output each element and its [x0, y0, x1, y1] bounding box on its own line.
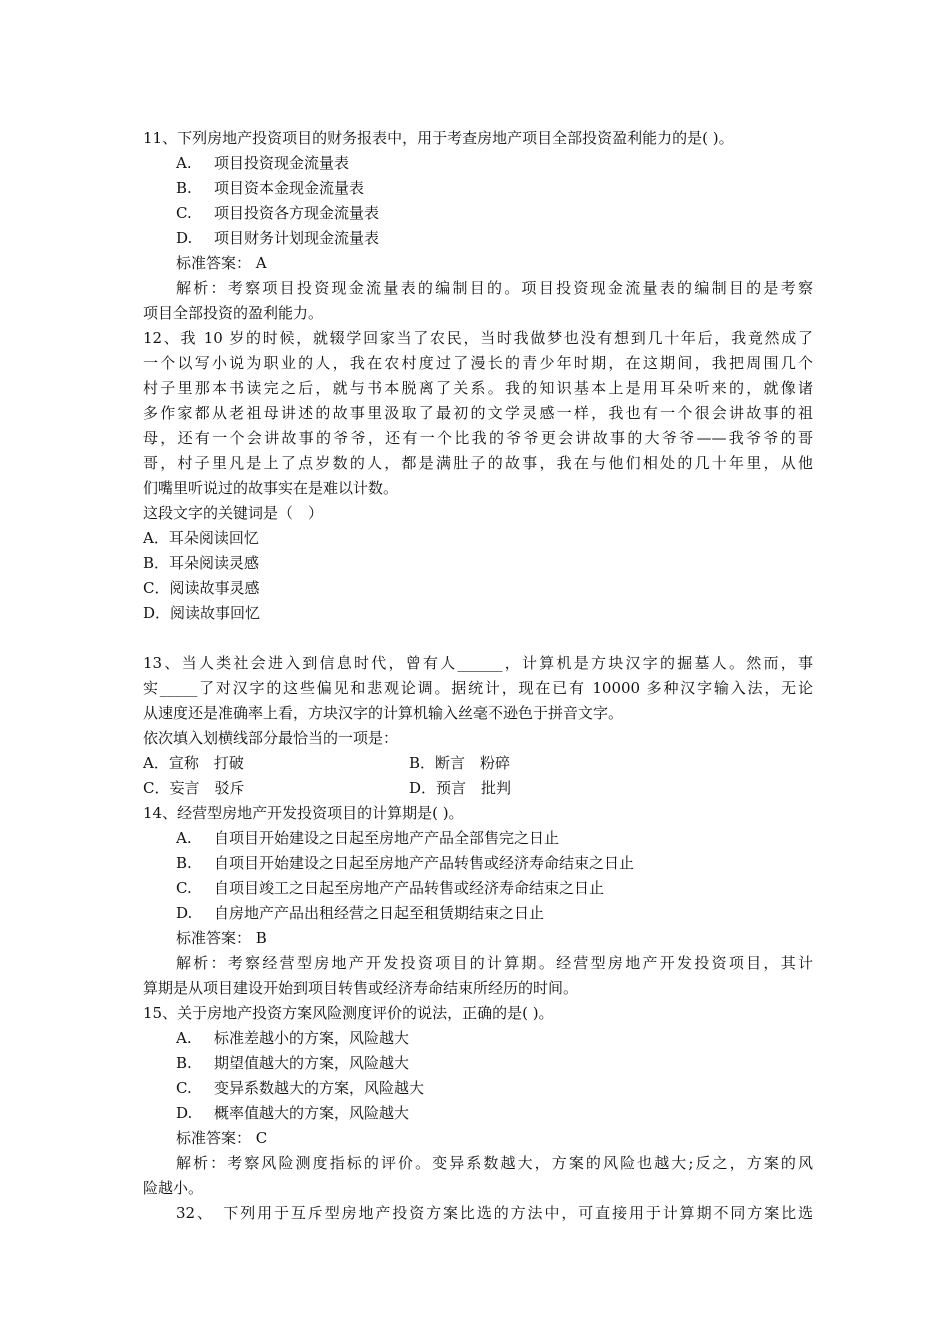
passage-line: 从速度还是准确率上看，方块汉字的计算机输入丝毫不逊色于拼音文字。	[143, 704, 624, 722]
option-letter: A.	[176, 829, 192, 847]
option-text: 项目投资现金流量表	[214, 154, 350, 172]
question-stem: 32、 下列用于互斥型房地产投资方案比选的方法中，可直接用于计算期不同方案比选	[176, 1204, 813, 1222]
option-d	[143, 1101, 813, 1126]
option-d	[143, 901, 813, 926]
option-a: A．耳朵阅读回忆	[143, 529, 259, 547]
option-a	[143, 1026, 813, 1051]
option-text: 自房地产产品出租经营之日起至租赁期结束之日止	[214, 904, 545, 922]
analysis-line: 解析：考察风险测度指标的评价。变异系数越大，方案的风险也越大;反之，方案的风	[176, 1154, 813, 1172]
document-page	[143, 126, 813, 1226]
option-letter: B.	[176, 1054, 192, 1072]
analysis-line: 解析：考察项目投资现金流量表的编制目的。项目投资现金流量表的编制目的是考察	[176, 279, 813, 297]
passage-line: 哥，村子里凡是上了点岁数的人，都是满肚子的故事，我在与他们相处的几十年里，从他	[143, 454, 813, 472]
passage-line: 13、当人类社会进入到信息时代，曾有人______，计算机是方块汉字的掘墓人。然而，事	[143, 654, 813, 672]
option-b: B．断言 粉碎	[409, 754, 511, 772]
option-text: 项目资本金现金流量表	[214, 179, 365, 197]
question-13	[143, 651, 813, 801]
passage-line: 们嘴里听说过的故事实在是难以计数。	[143, 479, 399, 497]
blank-line	[143, 626, 813, 651]
option-letter: D.	[176, 229, 193, 247]
option-text: 标准差越小的方案，风险越大	[214, 1029, 410, 1047]
option-d: D．预言 批判	[409, 779, 512, 797]
standard-answer: 标准答案： B	[176, 929, 267, 947]
passage-line: 多作家都从老祖母讲述的故事里汲取了最初的文学灵感一样，我也有一个很会讲故事的祖	[143, 404, 813, 422]
option-c: C．阅读故事灵感	[143, 579, 260, 597]
option-text: 概率值越大的方案，风险越大	[214, 1104, 410, 1122]
passage-line: 12、我 10 岁的时候，就辍学回家当了农民，当时我做梦也没有想到几十年后，我竟然成了	[143, 329, 813, 347]
option-text: 项目投资各方现金流量表	[214, 204, 380, 222]
analysis-line: 算期是从项目建设开始到项目转售或经济寿命结束所经历的时间。	[143, 979, 579, 997]
option-a	[143, 151, 813, 176]
standard-answer: 标准答案： C	[176, 1129, 268, 1147]
option-c	[143, 1076, 813, 1101]
question-stem: 15、关于房地产投资方案风险测度评价的说法，正确的是( )。	[143, 1004, 554, 1022]
option-text: 自项目竣工之日起至房地产产品转售或经济寿命结束之日止	[214, 879, 605, 897]
option-text: 自项目开始建设之日起至房地产产品全部售完之日止	[214, 829, 560, 847]
option-c	[143, 201, 813, 226]
option-row	[143, 776, 813, 801]
option-letter: D.	[176, 1104, 193, 1122]
option-letter: B.	[176, 854, 192, 872]
option-text: 变异系数越大的方案，风险越大	[214, 1079, 425, 1097]
option-letter: D.	[176, 904, 193, 922]
option-text: 项目财务计划现金流量表	[214, 229, 380, 247]
option-a: A．宣称 打破	[143, 754, 244, 772]
passage-line: 实_____了对汉字的这些偏见和悲观论调。据统计，现在已有 10000 多种汉字输入法，无论	[143, 679, 813, 697]
option-text: 期望值越大的方案，风险越大	[214, 1054, 410, 1072]
analysis-line: 项目全部投资的盈利能力。	[143, 304, 324, 322]
option-a	[143, 826, 813, 851]
option-letter: A.	[176, 154, 192, 172]
standard-answer: 标准答案： A	[176, 254, 267, 272]
option-b	[143, 176, 813, 201]
option-d: D．阅读故事回忆	[143, 604, 261, 622]
option-d	[143, 226, 813, 251]
option-b	[143, 1051, 813, 1076]
passage-line: 村子里那本书读完之后，就与书本脱离了关系。我的知识基本上是用耳朵听来的，就像诸	[143, 379, 813, 397]
question-prompt: 依次填入划横线部分最恰当的一项是：	[143, 729, 399, 747]
question-12	[143, 326, 813, 626]
option-letter: C.	[176, 204, 192, 222]
question-11	[143, 126, 813, 326]
option-b: B．耳朵阅读灵感	[143, 554, 260, 572]
analysis-line: 险越小。	[143, 1179, 204, 1197]
option-b	[143, 851, 813, 876]
passage-line: 一个以写小说为职业的人，我在农村度过了漫长的青少年时期，在这期间，我把周围几个	[143, 354, 813, 372]
question-stem: 11、下列房地产投资项目的财务报表中，用于考查房地产项目全部投资盈利能力的是( )。	[143, 129, 734, 147]
option-row	[143, 751, 813, 776]
option-c: C．妄言 驳斥	[143, 779, 245, 797]
question-15	[143, 1001, 813, 1201]
option-text: 自项目开始建设之日起至房地产产品转售或经济寿命结束之日止	[214, 854, 635, 872]
question-14	[143, 801, 813, 1001]
question-prompt: 这段文字的关键词是（ ）	[143, 504, 324, 522]
analysis-line: 解析：考察经营型房地产开发投资项目的计算期。经营型房地产开发投资项目，其计	[176, 954, 813, 972]
option-letter: B.	[176, 179, 192, 197]
passage-line: 母，还有一个会讲故事的爷爷，还有一个比我的爷爷更会讲故事的大爷爷——我爷爷的哥	[143, 429, 813, 447]
question-32	[143, 1201, 813, 1226]
question-stem: 14、经营型房地产开发投资项目的计算期是( )。	[143, 804, 464, 822]
option-letter: C.	[176, 879, 192, 897]
option-letter: A.	[176, 1029, 192, 1047]
option-letter: C.	[176, 1079, 192, 1097]
option-c	[143, 876, 813, 901]
